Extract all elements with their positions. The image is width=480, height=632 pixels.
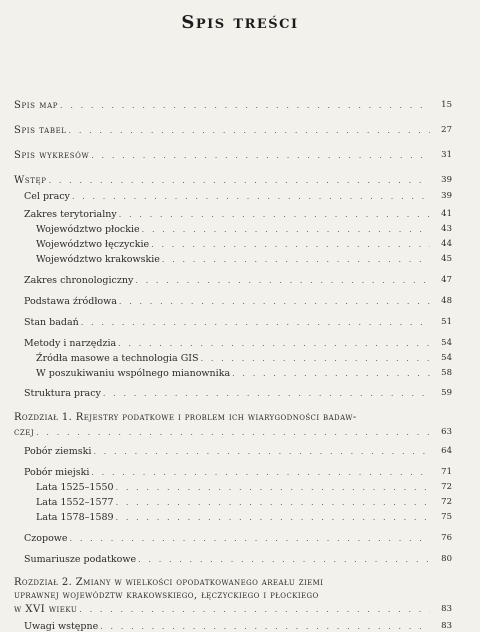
toc-entry-cel-pracy[interactable] xyxy=(14,191,452,202)
toc-entry-zakres-chronologiczny[interactable] xyxy=(14,275,452,286)
leader-dots xyxy=(100,621,430,632)
toc-entry-lata-1525-1550[interactable] xyxy=(14,482,452,493)
toc-entry-label: Województwo płockie xyxy=(36,224,140,235)
chapter-title-line: Rozdział 2. Zmiany w wielkości opodatkowanego areału ziemi xyxy=(14,576,324,588)
toc-page-number: 27 xyxy=(441,125,452,135)
toc-page-number: 80 xyxy=(441,553,452,564)
toc-entry-label: Źródła masowe a technologia GIS xyxy=(36,353,199,364)
toc-entry-wojewodztwo-leczyckie[interactable] xyxy=(14,239,452,250)
toc-entry-label: Cel pracy xyxy=(24,191,70,202)
toc-page-number: 76 xyxy=(441,532,452,543)
toc-entry-zakres-terytorialny[interactable] xyxy=(14,209,452,220)
toc-entry-label: Struktura pracy xyxy=(24,388,101,399)
toc-entry-pobor-miejski[interactable] xyxy=(14,467,452,478)
toc-entry-label: Sumariusze podatkowe xyxy=(24,553,137,565)
toc-entry-czopowe[interactable] xyxy=(14,533,452,544)
toc-page-number: 72 xyxy=(441,496,452,507)
toc-entry-rozdzial-1 xyxy=(14,427,452,438)
toc-page-number: 51 xyxy=(441,317,452,327)
leader-dots xyxy=(91,467,430,478)
leader-dots xyxy=(91,150,430,161)
leader-dots xyxy=(162,254,430,265)
toc-page-number: 48 xyxy=(441,296,452,306)
leader-dots xyxy=(116,512,430,523)
toc-page-number: 43 xyxy=(441,224,452,234)
toc-entry-label: Lata 1578–1589 xyxy=(36,511,114,523)
toc-page-number: 83 xyxy=(441,620,452,631)
toc-entry-label: Pobór miejski xyxy=(24,466,90,478)
toc-entry-struktura-pracy[interactable] xyxy=(14,388,452,399)
toc-entry-metody-i-narzedzia[interactable] xyxy=(14,338,452,349)
toc-entry-label: Województwo łęczyckie xyxy=(36,239,150,250)
leader-dots xyxy=(142,224,430,235)
toc-entry-wojewodztwo-plockie[interactable] xyxy=(14,224,452,235)
toc-entry-label: Czopowe xyxy=(24,532,68,544)
toc-chapter-2[interactable] xyxy=(14,576,452,615)
leader-dots xyxy=(116,482,430,493)
toc-entry-spis-wykresow[interactable] xyxy=(14,150,452,161)
toc-entry-podstawa-zrodlowa[interactable] xyxy=(14,296,452,307)
toc-entry-label: Stan badań xyxy=(24,317,79,328)
toc-entry-label: Województwo krakowskie xyxy=(36,254,160,265)
toc-page-number: 58 xyxy=(441,368,452,378)
toc-entry-spis-tabel[interactable] xyxy=(14,125,452,136)
toc-entry-rozdzial-2 xyxy=(14,604,452,615)
leader-dots xyxy=(119,296,430,307)
page-title: Spis treści xyxy=(181,12,299,33)
toc-entry-w-poszukiwaniu[interactable] xyxy=(14,368,452,379)
toc-entry-label: Podstawa źródłowa xyxy=(24,296,117,307)
leader-dots xyxy=(70,533,430,544)
toc-entry-label: Spis map xyxy=(14,100,59,111)
leader-dots xyxy=(103,388,430,399)
toc-entry-wojewodztwo-krakowskie[interactable] xyxy=(14,254,452,265)
toc-page-number: 39 xyxy=(441,175,452,185)
toc-entry-label: Zakres chronologiczny xyxy=(24,275,134,286)
toc-page-number: 47 xyxy=(441,275,452,285)
toc-page-number: 71 xyxy=(441,466,452,477)
toc-entry-wstep[interactable] xyxy=(14,175,452,186)
toc-entry-label: Lata 1552–1577 xyxy=(36,496,114,508)
leader-dots xyxy=(116,497,430,508)
chapter-title-line: uprawnej województw krakowskiego, łęczyckiego i płockiego xyxy=(14,590,319,601)
toc-chapter-1[interactable] xyxy=(14,411,452,438)
toc-page-number: 41 xyxy=(441,209,452,219)
leader-dots xyxy=(151,239,430,250)
leader-dots xyxy=(118,338,430,349)
toc-page-number: 63 xyxy=(441,426,452,437)
leader-dots xyxy=(60,100,430,111)
toc-entry-label: Spis tabel xyxy=(14,125,67,136)
toc-entry-lata-1552-1577[interactable] xyxy=(14,497,452,508)
toc-entry-label: W poszukiwaniu wspólnego mianownika xyxy=(36,368,231,379)
toc-entry-label: Zakres terytorialny xyxy=(24,209,117,220)
toc-entry-label: Lata 1525–1550 xyxy=(36,481,114,493)
leader-dots xyxy=(119,209,430,220)
toc-page-number: 31 xyxy=(441,150,452,160)
leader-dots xyxy=(232,368,430,379)
leader-dots xyxy=(69,125,430,136)
leader-dots xyxy=(72,191,430,202)
leader-dots xyxy=(93,446,430,457)
toc-entry-stan-badan[interactable] xyxy=(14,317,452,328)
toc-entry-label: Pobór ziemski xyxy=(24,445,92,457)
toc-page-number: 83 xyxy=(441,603,452,614)
toc-entry-zrodla-masowe[interactable] xyxy=(14,353,452,364)
leader-dots xyxy=(36,427,430,438)
leader-dots xyxy=(135,275,430,286)
toc-page-number: 72 xyxy=(441,481,452,492)
leader-dots xyxy=(138,554,430,565)
toc-entry-label: w XVI wieku xyxy=(14,603,78,615)
toc-entry-spis-map[interactable] xyxy=(14,100,452,111)
toc-page-number: 39 xyxy=(441,191,452,201)
toc-entry-pobor-ziemski[interactable] xyxy=(14,446,452,457)
toc-entry-uwagi-wstepne[interactable] xyxy=(14,621,452,632)
toc-page-number: 54 xyxy=(441,338,452,348)
toc-entry-label: czej xyxy=(14,426,35,438)
toc-page-number: 54 xyxy=(441,353,452,363)
leader-dots xyxy=(49,175,430,186)
toc-page-number: 59 xyxy=(441,388,452,398)
toc-page-number: 75 xyxy=(441,511,452,522)
toc-entry-label: Uwagi wstępne xyxy=(24,620,99,632)
toc-entry-sumariusze-podatkowe[interactable] xyxy=(14,554,452,565)
toc-page-number: 45 xyxy=(441,254,452,264)
toc-entry-label: Metody i narzędzia xyxy=(24,338,117,349)
leader-dots xyxy=(79,604,430,615)
toc-page-number: 44 xyxy=(441,239,452,249)
leader-dots xyxy=(201,353,430,364)
leader-dots xyxy=(81,317,430,328)
toc-entry-label: Wstęp xyxy=(14,175,47,186)
toc-entry-lata-1578-1589[interactable] xyxy=(14,512,452,523)
chapter-title-line: Rozdział 1. Rejestry podatkowe i problem ich wiarygodności badaw- xyxy=(14,412,357,423)
toc-page-number: 64 xyxy=(441,445,452,456)
table-of-contents xyxy=(14,100,452,632)
toc-entry-label: Spis wykresów xyxy=(14,150,90,161)
toc-page-number: 15 xyxy=(441,100,452,110)
